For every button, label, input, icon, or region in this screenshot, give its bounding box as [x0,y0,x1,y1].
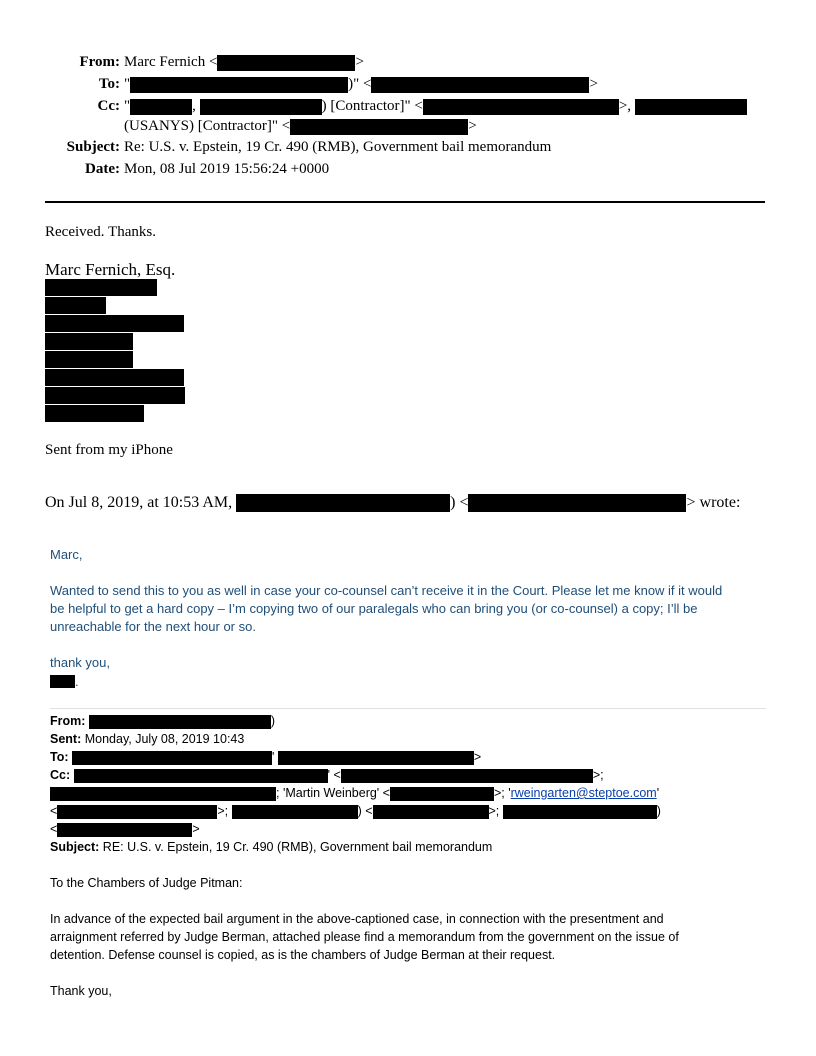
redaction [45,387,185,404]
signature-name: Marc Fernich, Esq. [45,260,176,279]
redaction [45,297,106,314]
forward-divider [50,708,766,709]
redaction [200,99,322,115]
fwd-cc-line2: ; 'Martin Weinberg' < >; 'rweingarten@steptoe.com' [50,786,659,801]
redaction [57,805,217,819]
date-label: Date: [85,161,120,177]
from-label: From: [79,54,120,70]
redaction [468,494,686,512]
wrote-text: > wrote: [686,494,741,511]
redaction [130,99,192,115]
fwd-para-line2: arraignment referred by Judge Berman, attached please find a memorandum from the government on the issue of [50,930,679,944]
to-label: To: [98,76,120,92]
sent-from-text: Sent from my iPhone [45,442,173,458]
fwd-para-line1: In advance of the expected bail argument in the above-captioned case, in connection with the presentment and [50,912,664,926]
rweingarten-email-link[interactable]: rweingarten@steptoe.com [510,786,657,800]
subject-label: Subject: [66,139,120,155]
cc-line2: (USANYS) [Contractor]" < [124,118,291,134]
subject-value: Re: U.S. v. Epstein, 19 Cr. 490 (RMB), Government bail memorandum [124,139,552,155]
fwd-salutation: To the Chambers of Judge Pitman: [50,876,243,890]
quoted-greeting: Marc, [50,547,83,562]
fwd-to-line: To: ' > [50,750,482,764]
redaction [45,405,144,422]
redaction [72,751,272,765]
fwd-from-label: From: [50,714,86,728]
redaction [278,751,474,765]
redaction [130,77,348,93]
redaction [371,77,589,93]
redaction [50,787,276,801]
cc-value-line2: (USANYS) [Contractor]" < > [124,118,477,134]
fwd-cc-line4: < > [50,822,200,836]
fwd-cc-label: Cc: [50,768,71,782]
fwd-from-line: From: ) [50,714,276,728]
fwd-subject-value: RE: U.S. v. Epstein, 19 Cr. 490 (RMB), Government bail memorandum [102,840,493,854]
fwd-to-label: To: [50,750,69,764]
redaction [45,369,184,386]
cc-label: Cc: [97,98,120,114]
received-text: Received. Thanks. [45,224,156,240]
quoted-paragraph-line3: unreachable for the next hour or so. [50,619,256,634]
redaction [89,715,271,729]
redaction [390,787,494,801]
header-divider [45,201,765,203]
fwd-para-line3: detention. Defense counsel is copied, as is the chambers of Judge Berman at their request. [50,948,556,962]
quoted-paragraph-line2: be helpful to get a hard copy – I’m copying two of our paralegals who can bring you (or co-counsel) a copy; I’ll be [50,601,698,616]
redaction [57,823,192,837]
fwd-sent-value: Monday, July 08, 2019 10:43 [84,732,245,746]
redaction [236,494,450,512]
date-value: Mon, 08 Jul 2019 15:56:24 +0000 [124,161,330,177]
cc-contractor: ) [Contractor]" < [321,98,423,114]
redaction [290,119,468,135]
quoted-paragraph-line1: Wanted to send this to you as well in case your co-counsel can’t receive it in the Court. Please let me know if it would [50,583,723,598]
redaction [45,351,133,368]
cc-value: " , ) [Contractor]" < >, [124,98,747,115]
redaction [45,333,133,350]
martin-weinberg: ; 'Martin Weinberg' < [276,786,390,800]
redaction [45,279,157,296]
redaction [232,805,358,819]
fwd-sent-label: Sent: [50,732,82,746]
redaction [423,99,619,115]
redaction [74,769,328,783]
to-value: " )" < > [124,76,598,92]
from-name: Marc Fernich < [124,54,218,70]
fwd-cc-line3: < >; ) < >; ) [50,804,661,818]
fwd-closing: Thank you, [50,984,112,998]
redaction [217,55,355,71]
redaction [341,769,593,783]
redaction [50,675,75,688]
redaction [45,315,184,332]
fwd-cc-line: Cc: ' < >; [50,768,604,782]
redaction [503,805,657,819]
redaction [373,805,489,819]
redaction [635,99,747,115]
fwd-subject-label: Subject: [50,840,100,854]
on-wrote-line: On Jul 8, 2019, at 10:53 AM, ) < > wrote: [45,494,741,511]
on-prefix: On Jul 8, 2019, at 10:53 AM, [45,494,233,511]
fwd-subject-line [50,840,492,854]
fwd-sent-line [50,732,244,746]
from-value: Marc Fernich < > [124,54,364,70]
quoted-thanks: thank you, [50,655,110,670]
